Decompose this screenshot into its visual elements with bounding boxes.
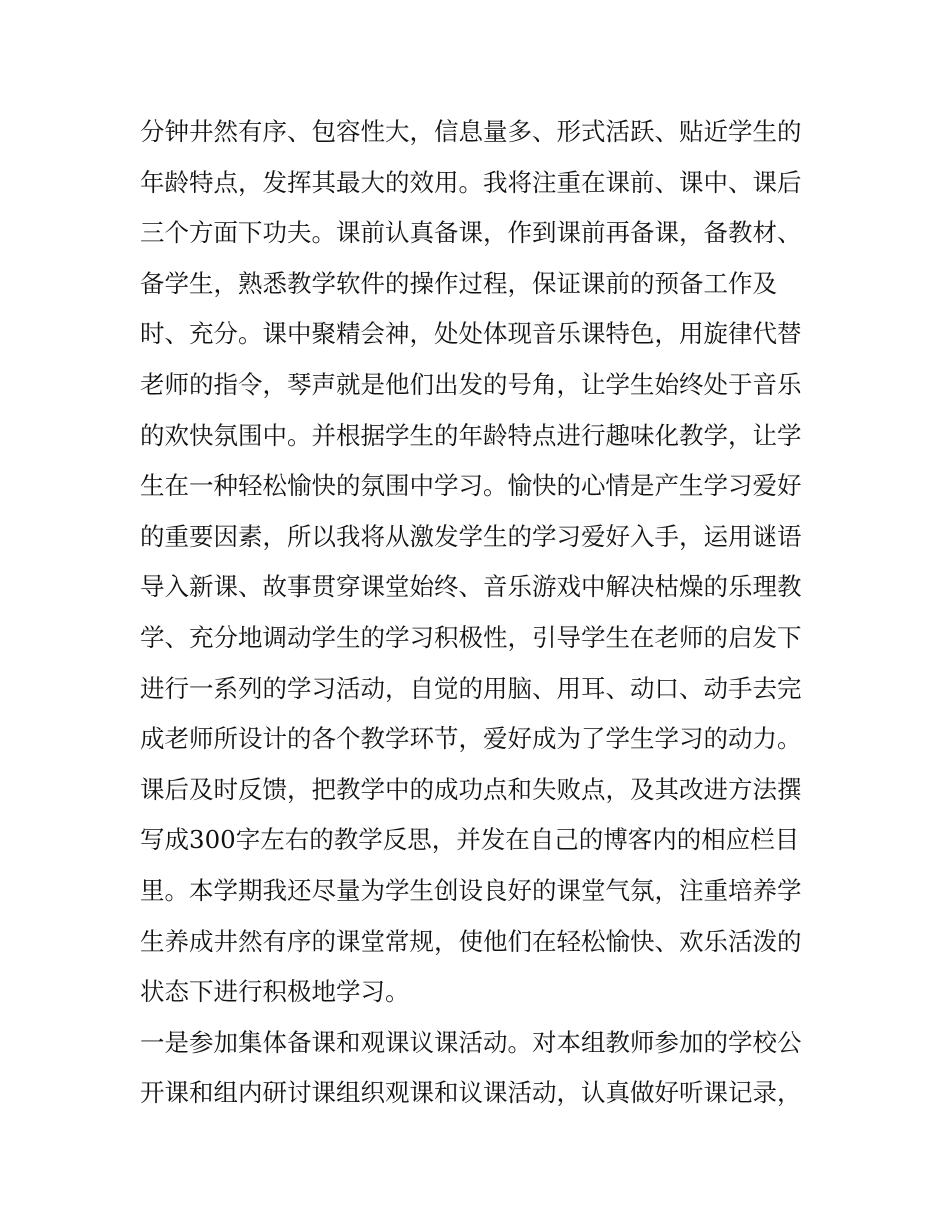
text-line: 备学生，熟悉教学软件的操作过程，保证课前的预备工作及 <box>140 268 777 298</box>
text-line: 导入新课、故事贯穿课堂始终、音乐游戏中解决枯燥的乐理教 <box>140 572 802 602</box>
text-line: 学、充分地调动学生的学习积极性，引导学生在老师的启发下 <box>140 622 802 652</box>
text-line: 老师的指令，琴声就是他们出发的号角，让学生始终处于音乐 <box>140 369 802 399</box>
text-line: 成老师所设计的各个教学环节，爱好成为了学生学习的动力。 <box>140 724 802 754</box>
text-line: 生在一种轻松愉快的氛围中学习。愉快的心情是产生学习爱好 <box>140 471 802 501</box>
text-line: 写成300字左右的教学反思，并发在自己的博客内的相应栏目 <box>140 825 800 855</box>
text-line: 的欢快氛围中。并根据学生的年龄特点进行趣味化教学，让学 <box>140 420 802 450</box>
text-line: 里。本学期我还尽量为学生创设良好的课堂气氛，注重培养学 <box>140 875 802 905</box>
text-line: 三个方面下功夫。课前认真备课，作到课前再备课，备教材、 <box>140 218 802 248</box>
text-line: 分钟井然有序、包容性大，信息量多、形式活跃、贴近学生的 <box>140 117 802 146</box>
text-line: 课后及时反馈，把教学中的成功点和失败点，及其改进方法撰 <box>140 774 802 804</box>
text-line: 年龄特点，发挥其最大的效用。我将注重在课前、课中、课后 <box>140 167 802 197</box>
text-line: 状态下进行积极地学习。 <box>140 977 410 1007</box>
text-line: 时、充分。课中聚精会神，处处体现音乐课特色，用旋律代替 <box>140 319 802 349</box>
text-line: 进行一系列的学习活动，自觉的用脑、用耳、动口、动手去完 <box>140 673 802 703</box>
text-line: 一是参加集体备课和观课议课活动。对本组教师参加的学校公 <box>140 1027 802 1057</box>
text-line: 的重要因素，所以我将从激发学生的学习爱好入手，运用谜语 <box>140 521 802 551</box>
text-line: 开课和组内研讨课组织观课和议课活动，认真做好听课记录， <box>140 1078 802 1108</box>
body-text <box>140 107 820 1119</box>
text-line: 生养成井然有序的课堂常规，使他们在轻松愉快、欢乐活泼的 <box>140 926 802 956</box>
